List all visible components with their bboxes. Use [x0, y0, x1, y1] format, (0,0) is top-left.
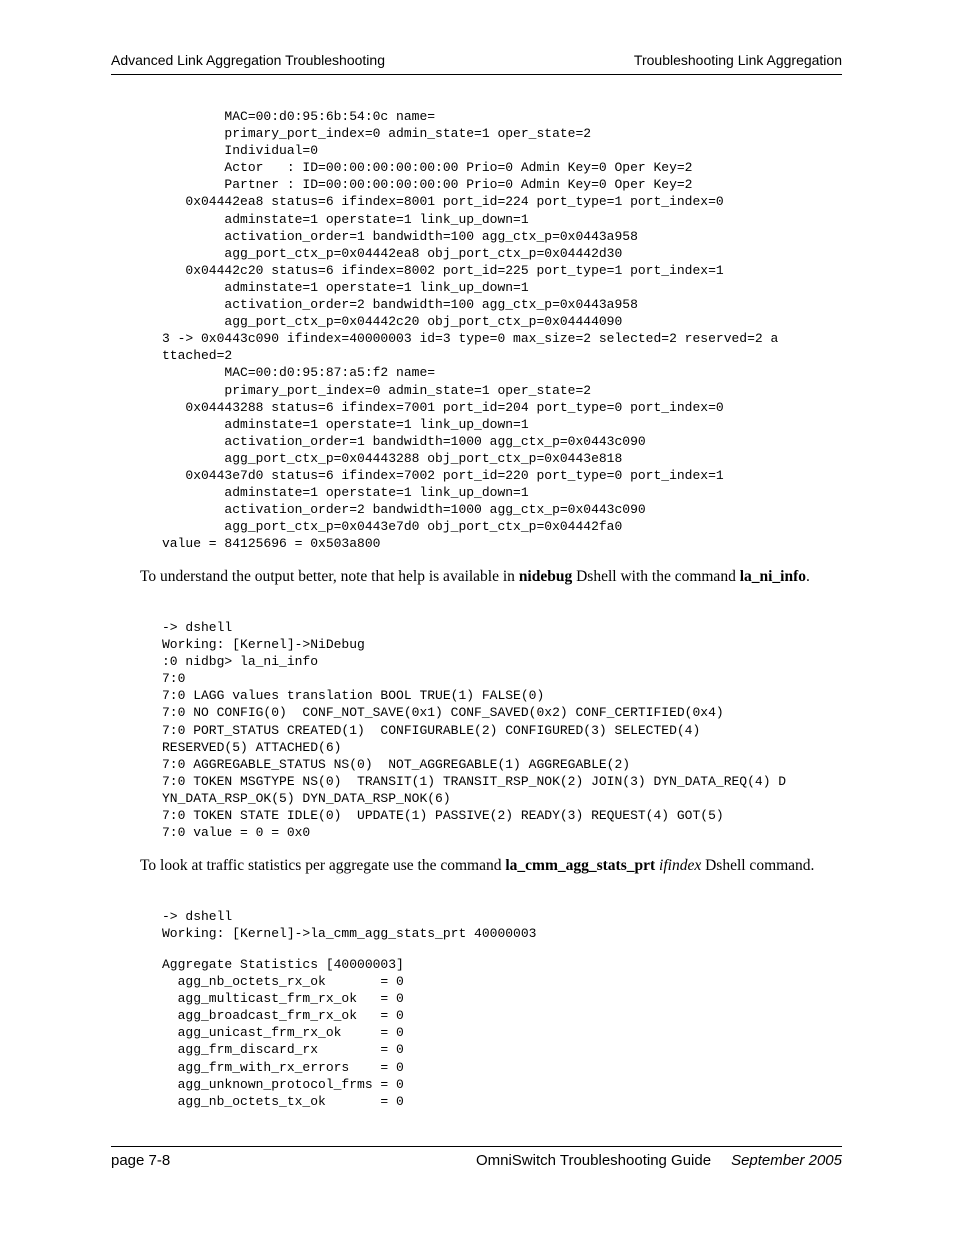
argument-ifindex: ifindex [659, 857, 702, 874]
page-header [111, 50, 842, 75]
command-nidebug: nidebug [518, 568, 573, 585]
header-section-title: Advanced Link Aggregation Troubleshooting [111, 52, 385, 68]
code-block-stats-command: -> dshell Working: [Kernel]->la_cmm_agg_stats_prt 40000003 [162, 909, 537, 942]
footer-publication [476, 1152, 842, 1169]
publication-date: September 2005 [731, 1152, 842, 1169]
paragraph-text: Dshell with the command [572, 568, 740, 585]
paragraph-text: Dshell command. [701, 857, 815, 874]
command-la-ni-info: la_ni_info [739, 568, 807, 585]
command-la-cmm-agg-stats-prt: la_cmm_agg_stats_prt [505, 857, 656, 874]
paragraph-traffic-stats [140, 856, 840, 875]
guide-title: OmniSwitch Troubleshooting Guide [475, 1152, 712, 1169]
header-chapter-title: Troubleshooting Link Aggregation [633, 52, 842, 68]
page-footer [111, 1146, 842, 1173]
code-block-aggregate-statistics: Aggregate Statistics [40000003] agg_nb_octets_rx_ok = 0 agg_multicast_frm_rx_ok = 0 agg_broadcast_frm_rx_ok = 0 agg_unicast_frm_rx_ok = 0 agg_frm_discard_rx = 0 agg_frm_with_rx_errors = 0 agg_unknown_protocol_frms = 0 agg_nb_octets_tx_ok = 0 [162, 957, 404, 1109]
code-block-la-ni-info: -> dshell Working: [Kernel]->NiDebug :0 nidbg> la_ni_info 7:0 7:0 LAGG values translation BOOL TRUE(1) FALSE(0) 7:0 NO CONFIG(0) CONF_NOT_SAVE(0x1) CONF_SAVED(0x2) CONF_CERTIFIED(0x4) 7:0 PORT_STATUS CREATED(1) CONFIGURABLE(2) CONFIGURED(3) SELECTED(4) RESERVED(5) ATTACHED(6) 7:0 AGGREGABLE_STATUS NS(0) NOT_AGGREGABLE(1) AGGREGABLE(2) 7:0 TOKEN MSGTYPE NS(0) TRANSIT(1) TRANSIT_RSP_NOK(2) JOIN(3) DYN_DATA_REQ(4) D YN_DATA_RSP_OK(5) DYN_DATA_RSP_NOK(6) 7:0 TOKEN STATE IDLE(0) UPDATE(1) PASSIVE(2) READY(3) REQUEST(4) GOT(5) 7:0 value = 0 = 0x0 [162, 620, 787, 841]
paragraph-text: . [806, 568, 810, 585]
paragraph-text: To understand the output better, note that help is available in [140, 568, 519, 585]
paragraph-nidebug-help [140, 567, 840, 586]
paragraph-text: To look at traffic statistics per aggregate use the command [140, 857, 506, 874]
code-block-aggregate-dump: MAC=00:d0:95:6b:54:0c name= primary_port_index=0 admin_state=1 oper_state=2 Individual=0 Actor : ID=00:00:00:00:00:00 Prio=0 Admin Key=0 Oper Key=2 Partner : ID=00:00:00:00:00:00 Prio=0 Admin Key=0 Oper Key=2 0x04442ea8 status=6 ifindex=8001 port_id=224 port_type=1 port_index=0 adminstate=1 operstate=1 link_up_down=1 activation_order=1 bandwidth=100 agg_ctx_p=0x0443a958 agg_port_ctx_p=0x04442ea8 obj_port_ctx_p=0x04442d30 0x04442c20 status=6 ifindex=8002 port_id=225 port_type=1 port_index=1 adminstate=1 operstate=1 link_up_down=1 activation_order=2 bandwidth=100 agg_ctx_p=0x0443a958 agg_port_ctx_p=0x04442c20 obj_port_ctx_p=0x04444090 3 -> 0x0443c090 ifindex=40000003 id=3 type=0 max_size=2 selected=2 reserved=2 a ttached=2 MAC=00:d0:95:87:a5:f2 name= primary_port_index=0 admin_state=1 oper_state=2 0x04443288 status=6 ifindex=7001 port_id=204 port_type=0 port_index=0 adminstate=1 operstate=1 link_up_down=1 activation_order=1 bandwidth=1000 agg_ctx_p=0x0443c090 agg_port_ctx_p=0x04443288 obj_port_ctx_p=0x0443e818 0x0443e7d0 status=6 ifindex=7002 port_id=220 port_type=0 port_index=1 adminstate=1 operstate=1 link_up_down=1 activation_order=2 bandwidth=1000 agg_ctx_p=0x0443c090 agg_port_ctx_p=0x0443e7d0 obj_port_ctx_p=0x04442fa0 value = 84125696 = 0x503a800 [162, 109, 779, 552]
page-number: page 7-8 [111, 1152, 171, 1169]
